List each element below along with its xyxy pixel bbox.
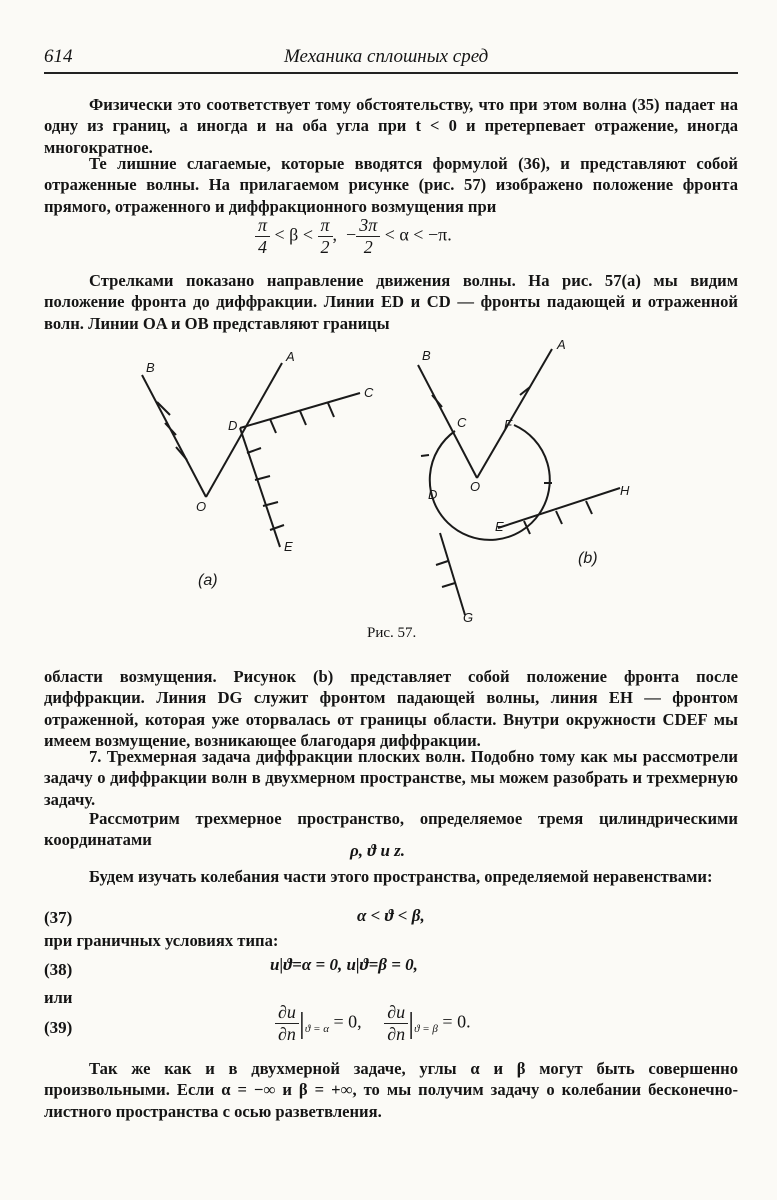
- paragraph-9: Так же как и в двухмерной задаче, углы α и β могут быть совершенно произвольными. Если α = −∞ и β = +∞, то мы получим задачу о колебании бесконечно-листного пространства с осью разветвления.: [44, 1059, 738, 1121]
- paragraph-8: при граничных условиях типа:: [44, 931, 279, 950]
- paragraph-1: Физически это соответствует тому обстоятельству, что при этом волна (35) падает на одну из границ, а иногда и на оба угла при t < 0 и претерпевает отражение, иногда многократное.: [44, 95, 738, 157]
- label-b-G: G: [463, 610, 474, 625]
- line-OA-a: [206, 363, 282, 497]
- page-number: 614: [44, 46, 73, 67]
- panel-a-label: (a): [198, 572, 218, 589]
- label-b-O: O: [470, 479, 481, 494]
- label-b-D: D: [428, 487, 438, 502]
- label-a-C: C: [364, 385, 374, 400]
- line-DG-b: [440, 533, 465, 615]
- figure-57: [120, 335, 640, 625]
- panel-b-label: (b): [578, 550, 598, 567]
- paragraph-6: Рассмотрим трехмерное пространство, определяемое тремя цилиндрическими координатами: [44, 809, 738, 850]
- label-a-D: D: [228, 418, 238, 433]
- page-header: [44, 44, 738, 74]
- or-line: или: [44, 988, 73, 1007]
- line-EH-b: [498, 488, 620, 528]
- line-OB-a: [142, 375, 206, 497]
- paragraph-3: Стрелками показано направление движения волны. На рис. 57(a) мы видим положение фронта до диффракции. Линии ED и CD — фронты падающей и отраженной волн. Линии OA и OB представляют границы: [44, 271, 738, 333]
- label-b-B: B: [422, 348, 431, 363]
- coords-line: ρ, ϑ и z.: [350, 841, 406, 860]
- formula-beta-alpha: $\frac{\pi}{4}$ < β < $\frac{\pi}{2}$ , − $\frac{3\pi}{2}$ < α < −π.: [255, 215, 452, 258]
- eq38: u|ϑ=α = 0, u|ϑ=β = 0,: [270, 955, 418, 974]
- eq37: α < ϑ < β,: [357, 906, 425, 925]
- label-b-E: E: [495, 519, 504, 534]
- circle-CDEF: [430, 425, 550, 540]
- paragraph-2: Те лишние слагаемые, которые вводятся формулой (36), и представляют собой отраженные волны. На прилагаемом рисунке (рис. 57) изображено положение фронта прямого, отраженного и диффракционного возмущения при: [44, 154, 738, 216]
- label-a-B: B: [146, 360, 155, 375]
- eq39: $\frac{\partial u}{\partial n}$ $|_{ϑ = \alpha} = 0$, $\frac{\partial u}{\partial n}$ $|_{ϑ = \beta} = 0$.: [275, 1002, 471, 1045]
- eq39-number: (39): [44, 1018, 73, 1037]
- eq37-number: (37): [44, 908, 73, 927]
- label-b-A: A: [557, 337, 566, 352]
- paragraph-7: Будем изучать колебания части этого пространства, определяемой неравенствами:: [89, 867, 713, 886]
- label-b-F: F: [504, 417, 512, 432]
- eq38-number: (38): [44, 960, 73, 979]
- label-b-C: C: [457, 415, 467, 430]
- label-b-H: H: [620, 483, 630, 498]
- paragraph-5: 7. Трехмерная задача диффракции плоских волн. Подобно тому как мы рассмотрели задачу о диффракции волн в двухмерном пространстве, мы можем разобрать и трехмерную задачу.: [44, 747, 738, 809]
- paragraph-4: области возмущения. Рисунок (b) представляет собой положение фронта после диффракции. Линия DG служит фронтом падающей волны, линия EH — фронтом отраженной, которая уже оторвалась от границы области. Внутри окружности CDEF мы имеем возмущение, возникающее благодаря диффракции.: [44, 667, 738, 751]
- line-OA-b: [477, 349, 552, 478]
- label-a-A: A: [286, 349, 295, 364]
- line-OB-b: [418, 365, 477, 478]
- line-CD-a: [240, 393, 360, 428]
- running-title: Механика сплошных сред: [284, 46, 489, 67]
- figure-caption: Рис. 57.: [367, 625, 417, 641]
- label-a-E: E: [284, 539, 293, 554]
- label-a-O: O: [196, 499, 207, 514]
